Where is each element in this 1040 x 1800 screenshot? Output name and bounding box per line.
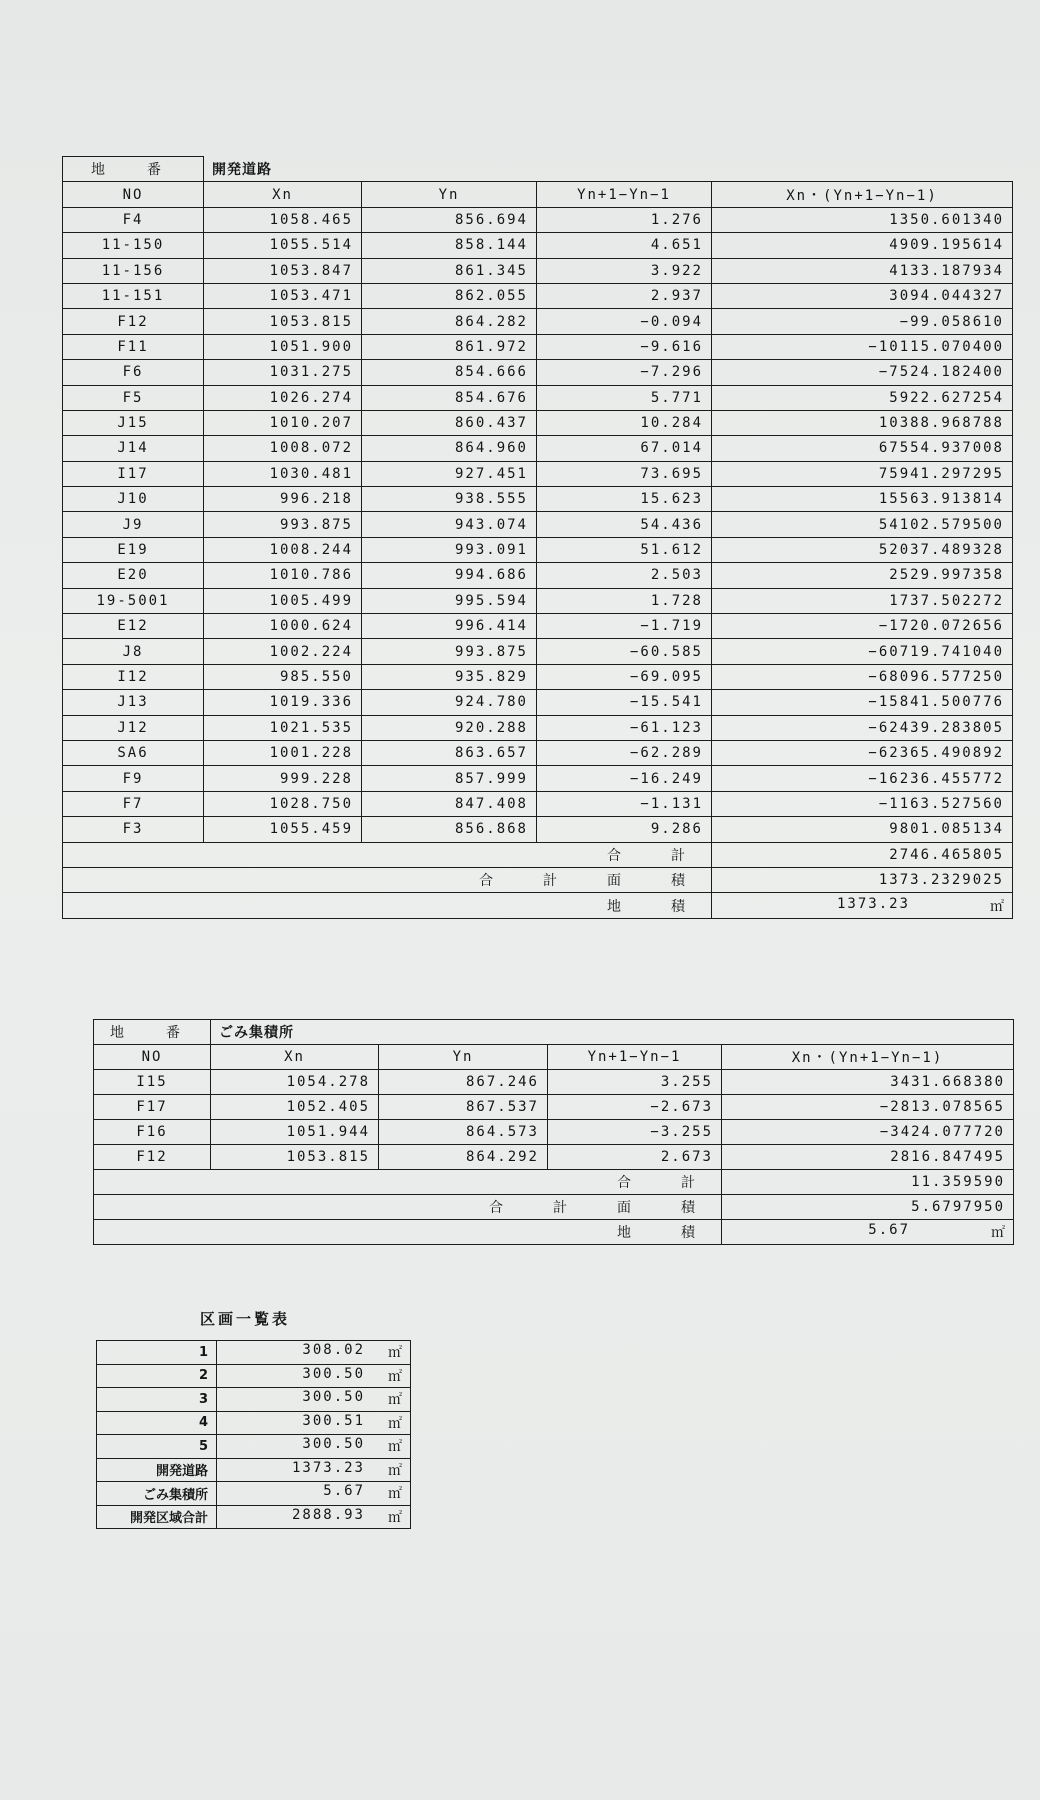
parcel-area-value: 308.02 bbox=[302, 1342, 365, 1359]
cell-product: −7524.182400 bbox=[712, 360, 1013, 385]
parcel-name: 3 bbox=[97, 1388, 217, 1412]
cell-dy: 3.922 bbox=[537, 258, 712, 283]
parcel-row bbox=[97, 1341, 411, 1365]
cell-dy: 67.014 bbox=[537, 436, 712, 461]
cell-no: 11-151 bbox=[63, 283, 204, 308]
parcel-area-value: 2888.93 bbox=[291, 1506, 365, 1523]
cell-yn: 935.829 bbox=[362, 664, 537, 689]
cell-dy: 1.728 bbox=[537, 588, 712, 613]
cell-no: F12 bbox=[63, 309, 204, 334]
cell-yn: 858.144 bbox=[362, 233, 537, 258]
total-label: 合 計 bbox=[63, 842, 712, 867]
cell-xn: 1053.815 bbox=[211, 1145, 379, 1170]
area-label: 合 計 面 積 bbox=[63, 867, 712, 892]
parcel-row bbox=[97, 1505, 411, 1529]
area-row bbox=[94, 1195, 1014, 1220]
cell-product: 5922.627254 bbox=[712, 385, 1013, 410]
header-dy: Yn+1−Yn−1 bbox=[548, 1045, 722, 1070]
cell-yn: 994.686 bbox=[362, 563, 537, 588]
cell-product: −1720.072656 bbox=[712, 614, 1013, 639]
table-row bbox=[63, 766, 1013, 791]
cell-no: F3 bbox=[63, 817, 204, 842]
cell-dy: −7.296 bbox=[537, 360, 712, 385]
lot-header-row bbox=[63, 157, 1013, 182]
cell-dy: −61.123 bbox=[537, 715, 712, 740]
cell-no: I15 bbox=[94, 1070, 211, 1095]
cell-dy: 10.284 bbox=[537, 410, 712, 435]
total-row bbox=[63, 842, 1013, 867]
cell-xn: 993.875 bbox=[204, 512, 362, 537]
header-product: Xn・(Yn+1−Yn−1) bbox=[712, 182, 1013, 207]
land-area-label: 地 積 bbox=[63, 893, 712, 918]
cell-xn: 1000.624 bbox=[204, 614, 362, 639]
lot-label: 地 番 bbox=[94, 1020, 211, 1045]
table-row bbox=[63, 436, 1013, 461]
cell-product: 3431.668380 bbox=[722, 1070, 1014, 1095]
cell-product: 4133.187934 bbox=[712, 258, 1013, 283]
land-area-label: 地 積 bbox=[94, 1220, 722, 1245]
cell-product: 3094.044327 bbox=[712, 283, 1013, 308]
cell-yn: 860.437 bbox=[362, 410, 537, 435]
parcel-area-unit: ㎡ bbox=[388, 1415, 402, 1432]
cell-yn: 862.055 bbox=[362, 283, 537, 308]
lot-name: ごみ集積所 bbox=[211, 1020, 1014, 1045]
cell-xn: 996.218 bbox=[204, 487, 362, 512]
cell-no: 19-5001 bbox=[63, 588, 204, 613]
cell-product: −62439.283805 bbox=[712, 715, 1013, 740]
parcel-area-value: 1373.23 bbox=[291, 1459, 365, 1476]
cell-product: 75941.297295 bbox=[712, 461, 1013, 486]
table-row bbox=[63, 690, 1013, 715]
parcel-row bbox=[97, 1364, 411, 1388]
cell-xn: 1058.465 bbox=[204, 207, 362, 232]
cell-dy: 2.673 bbox=[548, 1145, 722, 1170]
land-area-unit: ㎡ bbox=[990, 898, 1004, 915]
parcel-row bbox=[97, 1435, 411, 1459]
cell-no: 11-150 bbox=[63, 233, 204, 258]
cell-xn: 1031.275 bbox=[204, 360, 362, 385]
cell-xn: 1051.900 bbox=[204, 334, 362, 359]
table-row bbox=[63, 740, 1013, 765]
lot-header-row bbox=[94, 1020, 1014, 1045]
area-label: 合 計 面 積 bbox=[94, 1195, 722, 1220]
cell-product: −68096.577250 bbox=[712, 664, 1013, 689]
cell-yn: 938.555 bbox=[362, 487, 537, 512]
cell-yn: 924.780 bbox=[362, 690, 537, 715]
cell-product: 54102.579500 bbox=[712, 512, 1013, 537]
parcel-area-unit: ㎡ bbox=[388, 1368, 402, 1385]
table-row bbox=[63, 258, 1013, 283]
cell-product: −3424.077720 bbox=[722, 1120, 1014, 1145]
cell-yn: 861.972 bbox=[362, 334, 537, 359]
cell-yn: 993.091 bbox=[362, 537, 537, 562]
cell-product: 2816.847495 bbox=[722, 1145, 1014, 1170]
cell-xn: 1053.815 bbox=[204, 309, 362, 334]
parcel-area-cell bbox=[217, 1482, 411, 1506]
cell-no: J14 bbox=[63, 436, 204, 461]
land-area-row bbox=[63, 893, 1013, 918]
cell-no: F4 bbox=[63, 207, 204, 232]
total-value: 2746.465805 bbox=[712, 842, 1013, 867]
total-label: 合 計 bbox=[94, 1170, 722, 1195]
cell-yn: 993.875 bbox=[362, 639, 537, 664]
parcel-area-unit: ㎡ bbox=[388, 1392, 402, 1409]
coordinate-table-garbage bbox=[93, 1019, 1014, 1245]
parcel-area-cell bbox=[217, 1364, 411, 1388]
cell-xn: 1019.336 bbox=[204, 690, 362, 715]
table-row bbox=[63, 283, 1013, 308]
parcel-list-table bbox=[96, 1340, 411, 1529]
cell-no: J13 bbox=[63, 690, 204, 715]
cell-product: 15563.913814 bbox=[712, 487, 1013, 512]
cell-dy: −3.255 bbox=[548, 1120, 722, 1145]
table-row bbox=[63, 791, 1013, 816]
cell-xn: 1010.207 bbox=[204, 410, 362, 435]
parcel-name: 2 bbox=[97, 1364, 217, 1388]
cell-yn: 864.960 bbox=[362, 436, 537, 461]
cell-no: I12 bbox=[63, 664, 204, 689]
land-area-row bbox=[94, 1220, 1014, 1245]
parcel-area-value: 300.50 bbox=[302, 1436, 365, 1453]
header-yn: Yn bbox=[379, 1045, 548, 1070]
cell-no: J12 bbox=[63, 715, 204, 740]
parcel-area-value: 300.50 bbox=[302, 1365, 365, 1382]
cell-yn: 857.999 bbox=[362, 766, 537, 791]
parcel-area-unit: ㎡ bbox=[388, 1439, 402, 1456]
cell-product: 2529.997358 bbox=[712, 563, 1013, 588]
parcel-area-cell bbox=[217, 1505, 411, 1529]
cell-dy: −1.719 bbox=[537, 614, 712, 639]
parcel-area-cell bbox=[217, 1411, 411, 1435]
cell-xn: 1051.944 bbox=[211, 1120, 379, 1145]
cell-dy: −16.249 bbox=[537, 766, 712, 791]
parcel-row bbox=[97, 1411, 411, 1435]
cell-product: −99.058610 bbox=[712, 309, 1013, 334]
cell-xn: 1021.535 bbox=[204, 715, 362, 740]
header-no: NO bbox=[94, 1045, 211, 1070]
parcel-area-value: 5.67 bbox=[323, 1483, 365, 1500]
cell-dy: 2.937 bbox=[537, 283, 712, 308]
table-row bbox=[63, 461, 1013, 486]
table-row bbox=[63, 563, 1013, 588]
cell-no: I17 bbox=[63, 461, 204, 486]
cell-dy: −60.585 bbox=[537, 639, 712, 664]
cell-xn: 1055.514 bbox=[204, 233, 362, 258]
cell-no: E20 bbox=[63, 563, 204, 588]
cell-product: 4909.195614 bbox=[712, 233, 1013, 258]
cell-dy: −69.095 bbox=[537, 664, 712, 689]
table-row bbox=[63, 207, 1013, 232]
cell-dy: 51.612 bbox=[537, 537, 712, 562]
parcel-area-value: 300.50 bbox=[302, 1389, 365, 1406]
cell-xn: 1052.405 bbox=[211, 1095, 379, 1120]
cell-yn: 856.868 bbox=[362, 817, 537, 842]
cell-no: J10 bbox=[63, 487, 204, 512]
parcel-area-cell bbox=[217, 1388, 411, 1412]
cell-no: F12 bbox=[94, 1145, 211, 1170]
parcel-area-value: 300.51 bbox=[302, 1412, 365, 1429]
parcel-row bbox=[97, 1388, 411, 1412]
cell-no: E12 bbox=[63, 614, 204, 639]
cell-dy: 3.255 bbox=[548, 1070, 722, 1095]
parcel-name: 5 bbox=[97, 1435, 217, 1459]
cell-yn: 864.292 bbox=[379, 1145, 548, 1170]
parcel-area-cell bbox=[217, 1435, 411, 1459]
table-row bbox=[63, 360, 1013, 385]
cell-xn: 999.228 bbox=[204, 766, 362, 791]
parcel-area-unit: ㎡ bbox=[388, 1509, 402, 1526]
table-row bbox=[94, 1120, 1014, 1145]
header-xn: Xn bbox=[204, 182, 362, 207]
cell-dy: −9.616 bbox=[537, 334, 712, 359]
cell-xn: 1026.274 bbox=[204, 385, 362, 410]
cell-yn: 943.074 bbox=[362, 512, 537, 537]
cell-yn: 847.408 bbox=[362, 791, 537, 816]
cell-no: F17 bbox=[94, 1095, 211, 1120]
cell-no: F11 bbox=[63, 334, 204, 359]
table-row bbox=[63, 487, 1013, 512]
area-value: 5.6797950 bbox=[722, 1195, 1014, 1220]
land-area-unit: ㎡ bbox=[991, 1225, 1005, 1241]
cell-dy: 9.286 bbox=[537, 817, 712, 842]
cell-xn: 1010.786 bbox=[204, 563, 362, 588]
cell-dy: 1.276 bbox=[537, 207, 712, 232]
table-row bbox=[63, 385, 1013, 410]
cell-yn: 864.573 bbox=[379, 1120, 548, 1145]
cell-no: J8 bbox=[63, 639, 204, 664]
header-no: NO bbox=[63, 182, 204, 207]
parcel-list-title: 区画一覧表 bbox=[200, 1310, 291, 1328]
land-area-cell bbox=[722, 1220, 1014, 1245]
parcel-area-unit: ㎡ bbox=[388, 1462, 402, 1479]
cell-dy: −62.289 bbox=[537, 740, 712, 765]
parcel-area-cell bbox=[217, 1341, 411, 1365]
column-header-row bbox=[94, 1045, 1014, 1070]
cell-yn: 863.657 bbox=[362, 740, 537, 765]
column-header-row bbox=[63, 182, 1013, 207]
cell-dy: −15.541 bbox=[537, 690, 712, 715]
cell-xn: 1002.224 bbox=[204, 639, 362, 664]
cell-xn: 985.550 bbox=[204, 664, 362, 689]
cell-product: −15841.500776 bbox=[712, 690, 1013, 715]
parcel-row bbox=[97, 1482, 411, 1506]
cell-yn: 927.451 bbox=[362, 461, 537, 486]
cell-xn: 1053.847 bbox=[204, 258, 362, 283]
table-row bbox=[94, 1095, 1014, 1120]
cell-dy: 54.436 bbox=[537, 512, 712, 537]
cell-product: −1163.527560 bbox=[712, 791, 1013, 816]
parcel-area-unit: ㎡ bbox=[388, 1345, 402, 1362]
cell-product: 10388.968788 bbox=[712, 410, 1013, 435]
cell-no: F16 bbox=[94, 1120, 211, 1145]
header-yn: Yn bbox=[362, 182, 537, 207]
cell-no: F6 bbox=[63, 360, 204, 385]
cell-xn: 1008.072 bbox=[204, 436, 362, 461]
cell-xn: 1001.228 bbox=[204, 740, 362, 765]
cell-yn: 867.537 bbox=[379, 1095, 548, 1120]
cell-dy: −1.131 bbox=[537, 791, 712, 816]
cell-yn: 861.345 bbox=[362, 258, 537, 283]
table-row bbox=[63, 817, 1013, 842]
header-xn: Xn bbox=[211, 1045, 379, 1070]
land-area-cell bbox=[712, 893, 1013, 918]
cell-dy: −0.094 bbox=[537, 309, 712, 334]
cell-no: F5 bbox=[63, 385, 204, 410]
cell-xn: 1055.459 bbox=[204, 817, 362, 842]
table-row bbox=[63, 537, 1013, 562]
table-row bbox=[63, 614, 1013, 639]
total-row bbox=[94, 1170, 1014, 1195]
cell-product: −16236.455772 bbox=[712, 766, 1013, 791]
cell-xn: 1005.499 bbox=[204, 588, 362, 613]
cell-dy: 15.623 bbox=[537, 487, 712, 512]
lot-label: 地 番 bbox=[63, 157, 204, 182]
table-row bbox=[63, 715, 1013, 740]
cell-yn: 867.246 bbox=[379, 1070, 548, 1095]
cell-product: 1350.601340 bbox=[712, 207, 1013, 232]
header-dy: Yn+1−Yn−1 bbox=[537, 182, 712, 207]
cell-dy: −2.673 bbox=[548, 1095, 722, 1120]
parcel-area-unit: ㎡ bbox=[388, 1486, 402, 1503]
table-row bbox=[63, 664, 1013, 689]
cell-yn: 920.288 bbox=[362, 715, 537, 740]
parcel-area-cell bbox=[217, 1458, 411, 1482]
cell-product: −2813.078565 bbox=[722, 1095, 1014, 1120]
table-row bbox=[94, 1070, 1014, 1095]
cell-product: 9801.085134 bbox=[712, 817, 1013, 842]
table-row bbox=[94, 1145, 1014, 1170]
cell-no: SA6 bbox=[63, 740, 204, 765]
table-row bbox=[63, 512, 1013, 537]
land-area-value: 5.67 bbox=[868, 1222, 910, 1238]
cell-product: 52037.489328 bbox=[712, 537, 1013, 562]
cell-product: 67554.937008 bbox=[712, 436, 1013, 461]
cell-no: J15 bbox=[63, 410, 204, 435]
cell-yn: 995.594 bbox=[362, 588, 537, 613]
table-row bbox=[63, 588, 1013, 613]
total-value: 11.359590 bbox=[722, 1170, 1014, 1195]
table-row bbox=[63, 233, 1013, 258]
table-row bbox=[63, 639, 1013, 664]
cell-xn: 1030.481 bbox=[204, 461, 362, 486]
coordinate-table-road bbox=[62, 156, 1013, 919]
cell-yn: 996.414 bbox=[362, 614, 537, 639]
cell-xn: 1008.244 bbox=[204, 537, 362, 562]
cell-no: F9 bbox=[63, 766, 204, 791]
cell-no: F7 bbox=[63, 791, 204, 816]
cell-product: 1737.502272 bbox=[712, 588, 1013, 613]
parcel-name: 1 bbox=[97, 1341, 217, 1365]
cell-yn: 864.282 bbox=[362, 309, 537, 334]
parcel-row bbox=[97, 1458, 411, 1482]
cell-no: E19 bbox=[63, 537, 204, 562]
cell-no: J9 bbox=[63, 512, 204, 537]
cell-dy: 2.503 bbox=[537, 563, 712, 588]
table-row bbox=[63, 334, 1013, 359]
table-row bbox=[63, 410, 1013, 435]
cell-xn: 1028.750 bbox=[204, 791, 362, 816]
cell-product: −62365.490892 bbox=[712, 740, 1013, 765]
table-row bbox=[63, 309, 1013, 334]
area-row bbox=[63, 867, 1013, 892]
cell-product: −60719.741040 bbox=[712, 639, 1013, 664]
parcel-name: ごみ集積所 bbox=[97, 1482, 217, 1506]
area-value: 1373.2329025 bbox=[712, 867, 1013, 892]
header-product: Xn・(Yn+1−Yn−1) bbox=[722, 1045, 1014, 1070]
land-area-value: 1373.23 bbox=[836, 895, 910, 912]
parcel-name: 開発区域合計 bbox=[97, 1505, 217, 1529]
cell-xn: 1053.471 bbox=[204, 283, 362, 308]
cell-dy: 5.771 bbox=[537, 385, 712, 410]
cell-product: −10115.070400 bbox=[712, 334, 1013, 359]
cell-yn: 856.694 bbox=[362, 207, 537, 232]
cell-dy: 4.651 bbox=[537, 233, 712, 258]
cell-no: 11-156 bbox=[63, 258, 204, 283]
parcel-name: 4 bbox=[97, 1411, 217, 1435]
lot-name: 開発道路 bbox=[204, 157, 1013, 182]
cell-dy: 73.695 bbox=[537, 461, 712, 486]
parcel-name: 開発道路 bbox=[97, 1458, 217, 1482]
cell-yn: 854.666 bbox=[362, 360, 537, 385]
cell-yn: 854.676 bbox=[362, 385, 537, 410]
cell-xn: 1054.278 bbox=[211, 1070, 379, 1095]
